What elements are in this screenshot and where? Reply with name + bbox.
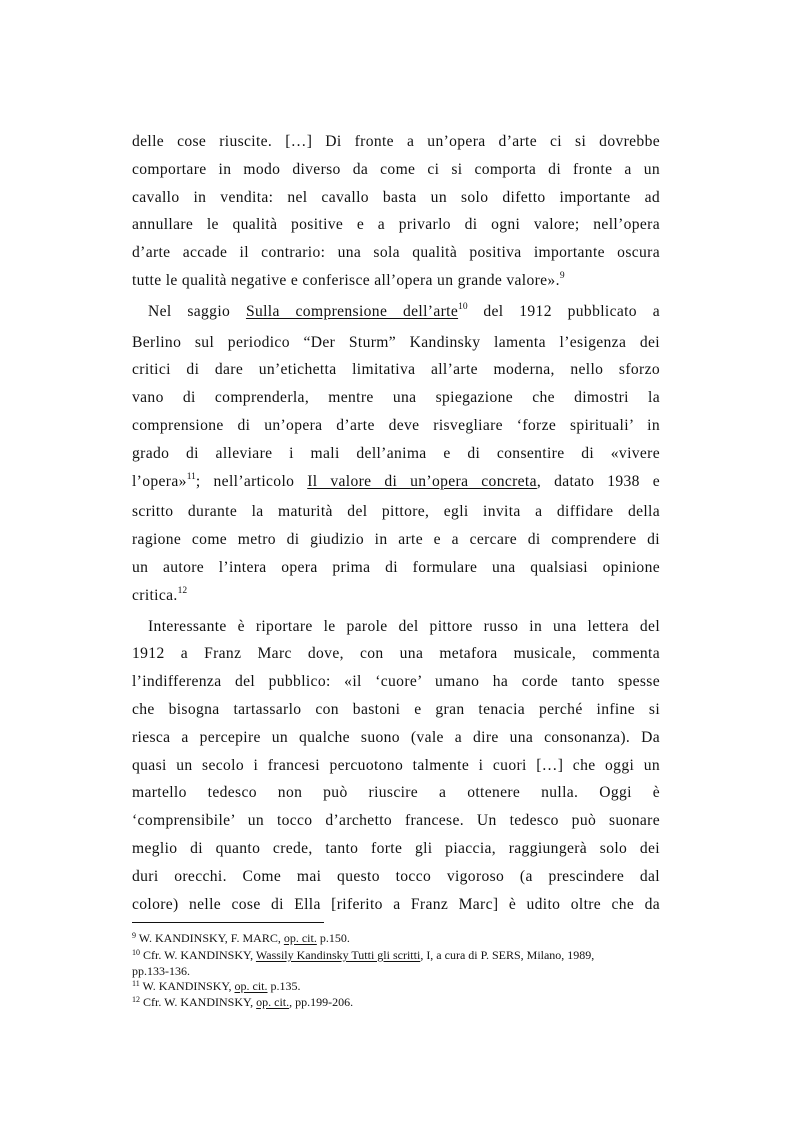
footnote-number: 12 — [132, 995, 140, 1004]
footnote-text: p.150. — [316, 931, 350, 945]
citation-title: op. cit. — [283, 931, 317, 945]
text-line — [132, 267, 660, 298]
text-line: grado di alleviare i mali dell’anima e di consentire di «vivere — [132, 444, 660, 462]
main-text — [132, 128, 660, 918]
text-segment: ; nell’articolo — [195, 472, 308, 490]
text-segment: del 1912 pubblicato a — [467, 302, 661, 320]
text-line: ragione come metro di giudizio in arte e a cercare di comprendere di — [132, 531, 660, 549]
text-segment: critica. — [132, 586, 178, 604]
footnote-ref: 12 — [177, 585, 188, 596]
text-line: un autore l’intera opera prima di formulare una qualsiasi opinione — [132, 558, 660, 576]
footnote-text: W. KANDINSKY, — [139, 978, 235, 993]
text-line: martello tedesco non può riuscire a ottenere nulla. Oggi è — [132, 784, 660, 802]
text-segment: l’opera» — [132, 472, 187, 490]
text-line: Interessante è riportare le parole del pittore russo in una lettera del — [148, 617, 660, 635]
footnote-text: Cfr. W. KANDINSKY, — [140, 947, 256, 962]
text-line: duri orecchi. Come mai questo tocco vigoroso (a prescindere dal — [132, 867, 660, 885]
footnotes — [132, 931, 660, 1012]
text-line — [132, 582, 660, 613]
footnote-ref: 10 — [458, 301, 468, 312]
footnote-separator — [132, 922, 324, 923]
footnote-text: W. KANDINSKY, F. MARC, — [136, 931, 284, 945]
citation-title: op. cit. — [234, 978, 268, 993]
footnote-text: , pp.199-206. — [289, 995, 354, 1009]
footnote-number: 9 — [132, 931, 136, 940]
text-line: 1912 a Franz Marc dove, con una metafora musicale, commenta — [132, 645, 660, 663]
work-title: Sulla comprensione dell’arte — [245, 302, 459, 320]
citation-title: op. cit. — [256, 995, 290, 1009]
text-line: critici di dare un’etichetta limitativa all’arte moderna, nello sforzo — [132, 361, 660, 379]
footnote-number: 11 — [132, 978, 140, 988]
text-line: che bisogna tartassarlo con bastoni e gran tenacia perché infine si — [132, 700, 660, 718]
text-line: meglio di quanto crede, tanto forte gli piaccia, raggiungerà solo dei — [132, 839, 660, 857]
text-line: delle cose riuscite. […] Di fronte a un’opera d’arte ci si dovrebbe — [132, 133, 660, 150]
text-line: colore) nelle cose di Ella [riferito a Franz Marc] è udito oltre che da — [132, 895, 660, 913]
text-line: comportare in modo diverso da come ci si comporta di fronte a un — [132, 160, 660, 178]
text-line: riesca a percepire un qualche suono (vale a dire una consonanza). Da — [132, 728, 660, 746]
text-line: d’arte accade il contrario: una sola qualità positiva importante oscura — [132, 244, 660, 262]
work-title: Il valore di un’opera concreta — [307, 472, 537, 490]
text-line — [132, 298, 660, 329]
text-segment: Nel saggio — [148, 302, 246, 320]
text-line: cavallo in vendita: nel cavallo basta un solo difetto importante ad — [132, 188, 660, 206]
citation-title: Wassily Kandinsky Tutti gli scritti — [255, 947, 421, 962]
footnote-number: 10 — [132, 947, 140, 957]
text-line: quasi un secolo i francesi percuotono talmente i cuori […] che oggi un — [132, 756, 660, 774]
footnote — [132, 979, 660, 996]
footnote — [132, 995, 660, 1012]
text-line: ‘comprensibile’ un tocco d’archetto francese. Un tedesco può suonare — [132, 812, 660, 830]
footnote-text: , I, a cura di P. SERS, Milano, 1989, — [420, 947, 595, 962]
text-line: annullare le qualità positive e a privarlo di ogni valore; nell’opera — [132, 216, 660, 234]
text-line — [132, 468, 660, 499]
text-line: comprensione di un’opera d’arte deve risvegliare ‘forze spirituali’ in — [132, 416, 660, 434]
footnote — [132, 948, 660, 965]
text-line: scritto durante la maturità del pittore, egli invita a diffidare della — [132, 503, 660, 521]
text-segment: tutte le qualità negative e conferisce all’opera un grande valore». — [132, 271, 560, 289]
footnote-ref: 9 — [559, 270, 565, 281]
text-segment: , datato 1938 e — [536, 472, 660, 490]
footnote-text: Cfr. W. KANDINSKY, — [140, 995, 257, 1009]
footnote-continuation: pp.133-136. — [132, 964, 190, 978]
footnote — [132, 931, 660, 948]
text-line: l’indifferenza del pubblico: «il ‘cuore’ umano ha corde tanto spesse — [132, 673, 660, 691]
text-line: Berlino sul periodico “Der Sturm” Kandinsky lamenta l’esigenza dei — [132, 333, 660, 351]
text-line: vano di comprenderla, mentre una spiegazione che dimostri la — [132, 389, 660, 407]
footnote-ref: 11 — [186, 471, 196, 482]
footnote-text: p.135. — [267, 978, 301, 993]
